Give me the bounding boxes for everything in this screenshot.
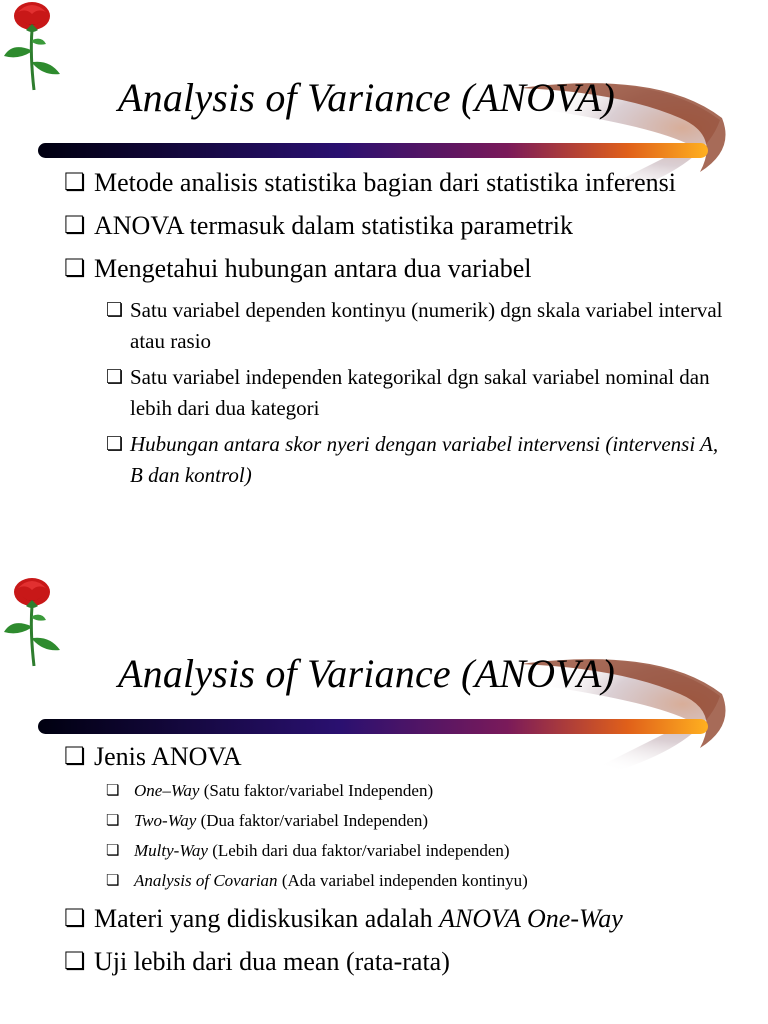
checkbox-bullet-icon: ❏ <box>106 783 120 799</box>
slide-title: Analysis of Variance (ANOVA) <box>118 75 615 120</box>
checkbox-bullet-icon: ❏ <box>106 434 124 455</box>
checkbox-bullet-icon: ❏ <box>64 213 86 239</box>
bullet-item: ❏ ANOVA termasuk dalam statistika parametrik <box>64 209 728 243</box>
checkbox-bullet-icon: ❏ <box>106 813 120 829</box>
slide-title: Analysis of Variance (ANOVA) <box>118 651 615 696</box>
bullet-item: ❏ Uji lebih dari dua mean (rata-rata) <box>64 945 728 979</box>
sub-bullet-item: ❏ Hubungan antara skor nyeri dengan variabel intervensi (intervensi A, B dan kontrol) <box>106 429 728 491</box>
anova-type-item: ❏ Analysis of Covarian (Ada variabel independen kontinyu) <box>106 866 728 896</box>
checkbox-bullet-icon: ❏ <box>64 949 86 975</box>
checkbox-bullet-icon: ❏ <box>106 367 124 388</box>
sub-bullet-item: ❏ Satu variabel dependen kontinyu (numerik) dgn skala variabel interval atau rasio <box>106 295 728 357</box>
checkbox-bullet-icon: ❏ <box>64 170 86 196</box>
bullet-item: ❏ Materi yang didiskusikan adalah ANOVA One-Way <box>64 902 728 936</box>
checkbox-bullet-icon: ❏ <box>106 300 124 321</box>
anova-type-item: ❏ Two-Way (Dua faktor/variabel Independen) <box>106 806 728 836</box>
checkbox-bullet-icon: ❏ <box>64 744 86 770</box>
anova-type-item: ❏ Multy-Way (Lebih dari dua faktor/variabel independen) <box>106 836 728 866</box>
bullet-item: ❏ Jenis ANOVA <box>64 740 728 774</box>
checkbox-bullet-icon: ❏ <box>106 843 120 859</box>
anova-type-item: ❏ One–Way (Satu faktor/variabel Independen) <box>106 776 728 806</box>
checkbox-bullet-icon: ❏ <box>64 906 86 932</box>
bullet-item: ❏ Mengetahui hubungan antara dua variabel <box>64 252 728 286</box>
slide-1-content <box>64 166 728 496</box>
checkbox-bullet-icon: ❏ <box>106 873 120 889</box>
checkbox-bullet-icon: ❏ <box>64 256 86 282</box>
sub-bullet-item: ❏ Satu variabel independen kategorikal dgn sakal variabel nominal dan lebih dari dua kategori <box>106 362 728 424</box>
bullet-item: ❏ Metode analisis statistika bagian dari statistika inferensi <box>64 166 728 200</box>
slide-2 <box>0 576 768 1024</box>
slide-2-content <box>64 740 728 988</box>
